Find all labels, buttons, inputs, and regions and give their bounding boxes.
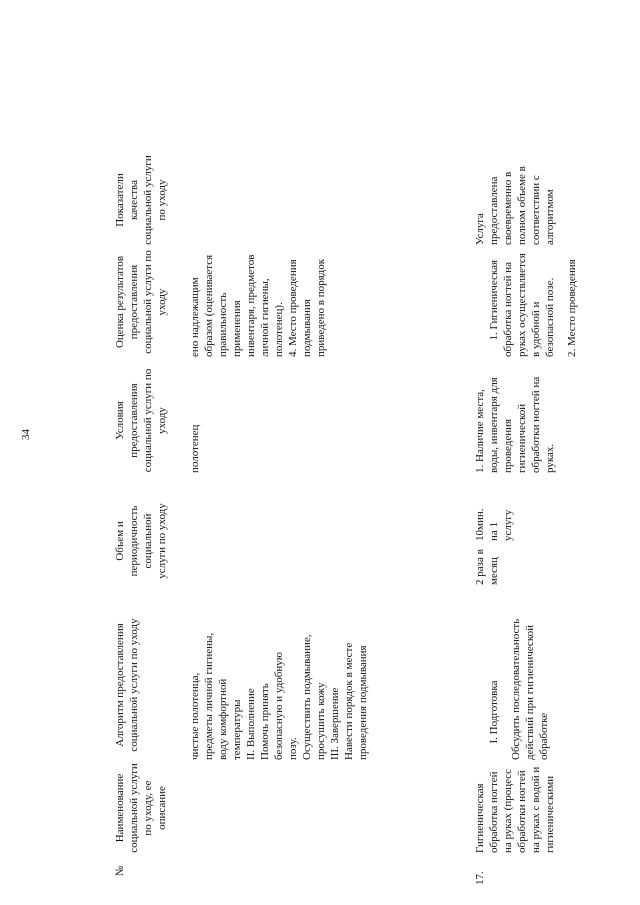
continuation-evaluation-line: образом (оценивается xyxy=(203,254,215,357)
continuation-algorithm-line: просушить кожу xyxy=(315,682,327,760)
continuation-algorithm-line: предметы личной гигиены, xyxy=(203,632,215,760)
row17-algorithm-step2: Обсудить последовательность действий при гигиенической обработке xyxy=(510,616,550,760)
continuation-algorithm-line: II. Выполнение xyxy=(245,688,257,760)
row17-evaluation-1: 1. Гигиеническая обработка ногтей на руках осуществляется в удобной и безопасной позе. xyxy=(488,250,556,357)
continuation-algorithm-line: III. Завершение xyxy=(329,687,341,760)
continuation-evaluation xyxy=(188,247,328,357)
continuation-algorithm-line: воду комфортной xyxy=(217,678,229,760)
row17-algorithm xyxy=(473,610,565,760)
header-volume: Объем и периодичность социальной услуги по уходу xyxy=(114,502,168,579)
continuation-evaluation-line: 4. Место проведения xyxy=(287,259,299,357)
continuation-algorithm-line: температуры xyxy=(231,699,243,760)
continuation-evaluation-line: подмывания xyxy=(301,299,313,357)
continuation-evaluation-line: ено надлежащим xyxy=(189,277,201,357)
continuation-evaluation-line: инвентаря, предметов xyxy=(245,254,257,357)
continuation-conditions: полотенец xyxy=(189,424,201,473)
header-name: Наименование социальной услуги по уходу, ее описание xyxy=(114,760,168,853)
continuation-evaluation-line: полотенец). xyxy=(273,302,285,357)
row17-indicators: Услуга предоставлена своевременно в полном объеме в соответствии с алгоритмом xyxy=(474,163,556,245)
continuation-algorithm-line: Осуществить подмывание, xyxy=(301,634,313,760)
row17-evaluation xyxy=(473,247,593,357)
header-evaluation: Оценка результатов предоставления социальной услуги по уходу xyxy=(114,247,168,354)
row17-name: Гигиеническая обработка ногтей на руках (процесс обработки ногтей на руках с водой и гигиеническими xyxy=(474,764,556,853)
row17-evaluation-2: 2. Место проведения xyxy=(566,259,578,357)
header-indicators: Показатели качества социальной услуги по уходу xyxy=(114,152,168,245)
continuation-algorithm-line: проведения подмывания xyxy=(357,645,369,760)
continuation-algorithm xyxy=(188,610,370,760)
continuation-evaluation-line: правильность xyxy=(217,292,229,357)
continuation-algorithm-line: Помочь принять xyxy=(259,683,271,760)
header-num: № xyxy=(114,865,126,877)
header-conditions: Условия предоставления социальной услуги по уходу xyxy=(114,365,168,473)
row17-num: 17. xyxy=(474,871,486,885)
row17-algorithm-step1: I. Подготовка xyxy=(488,680,500,744)
row17-volume-frequency: 2 раза в месяц xyxy=(474,546,500,585)
continuation-algorithm-line: позу. xyxy=(287,737,299,760)
continuation-algorithm-line: чистые полотенца, xyxy=(189,672,201,760)
table-row-continuation xyxy=(188,35,438,885)
continuation-algorithm-line: Навести порядок в месте xyxy=(343,642,355,760)
continuation-algorithm-line: безопасную и удобную xyxy=(273,652,285,760)
header-algorithm: Алгоритм предоставления социальной услуги по уходу xyxy=(114,618,140,752)
continuation-evaluation-line: приведено в порядок xyxy=(315,258,327,357)
row17-conditions: 1. Наличие места, воды, инвентаря для проведения гигиенической обработки ногтей на руках. xyxy=(474,374,556,473)
continuation-evaluation-line: личной гигиены, xyxy=(259,278,271,357)
table-row-17 xyxy=(473,35,623,885)
continuation-evaluation-line: применения xyxy=(231,300,243,357)
page-number: 34 xyxy=(20,429,32,440)
row17-volume-time: 10мин. на 1 услугу xyxy=(474,505,514,541)
table-sheet xyxy=(28,35,628,885)
